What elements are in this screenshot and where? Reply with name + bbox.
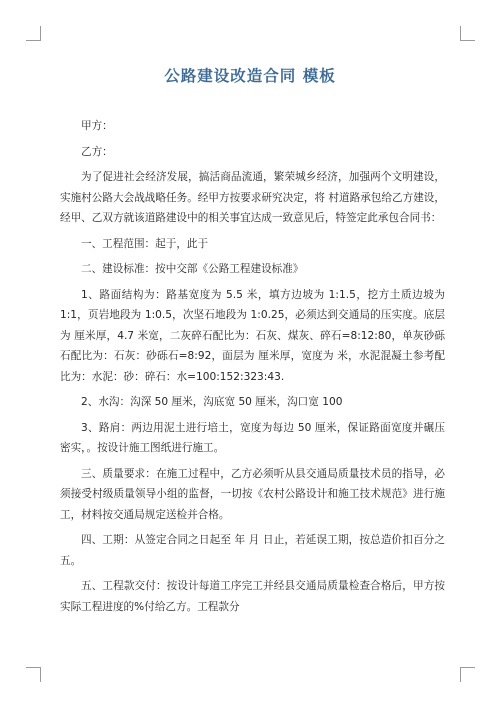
paragraph-ditch: 2、水沟：沟深 50 厘米，沟底宽 50 厘米，沟口宽 100 <box>81 396 343 408</box>
paragraph-standard: 二、建设标准：按中交部《公路工程建设标准》 <box>81 263 304 275</box>
party-b-line: 乙方： <box>81 145 113 158</box>
paragraph-scope: 一、工程范围：起于，此于 <box>81 237 209 250</box>
paragraph-intro: 为了促进社会经济发展，搞活商品流通，繁荣城乡经济，加强两个文明建设，实施村公路大会战战略任务。经甲方按要求研究决定，将 村道路承包给乙方建设，经甲、乙双方就该道路建设中的相关事宜达成一致意见后，特签定此承包合同书： <box>60 171 445 224</box>
document-body <box>60 116 445 622</box>
paragraph-shoulder: 3、路肩：两边用泥土进行培土，宽度为每边 50 厘米，保证路面宽度并碾压密实，。按设计施工图纸进行施工。 <box>60 421 445 454</box>
crop-mark-bottom-left <box>26 667 41 682</box>
paragraph-schedule: 四、工期：从签定合同之日起至 年 月 日止，若延误工期，按总造价扣百分之五。 <box>60 534 445 567</box>
crop-mark-top-right <box>460 26 475 41</box>
crop-mark-bottom-right <box>460 667 475 682</box>
party-a-line: 甲方： <box>81 120 113 132</box>
paragraph-quality: 三、质量要求：在施工过程中，乙方必须听从县交通局质量技术员的指导，必须接受村级质量领导小组的监督，一切按《农村公路设计和施工技术规范》进行施工，材料按交通局规定送检并合格。 <box>60 467 445 521</box>
document-title: 公路建设改造合同 模板 <box>164 67 336 85</box>
paragraph-pavement: 1、路面结构为：路基宽度为 5.5 米，填方边坡为 1:1.5，挖方土质边坡为 1:1，页岩地段为 1:0.5，次坚石地段为 1:0.25，必须达到交通局的压实度。底层为 厘米厚，4.7 米宽，二灰碎石配比为：石灰、煤灰、碎石=8:12:80，单灰砂砾石配比为：石灰：砂砾石=8:92，面层为 厘米厚，宽度为 米，水泥混凝土参考配比为：水泥：砂：碎石：水=100:152:323:43. <box>60 288 445 383</box>
crop-mark-top-left <box>26 26 41 41</box>
paragraph-payment: 五、工程款交付：按设计每道工序完工并经县交通局质量检查合格后，甲方按实际工程进度的%付给乙方。工程款分 <box>60 580 445 613</box>
